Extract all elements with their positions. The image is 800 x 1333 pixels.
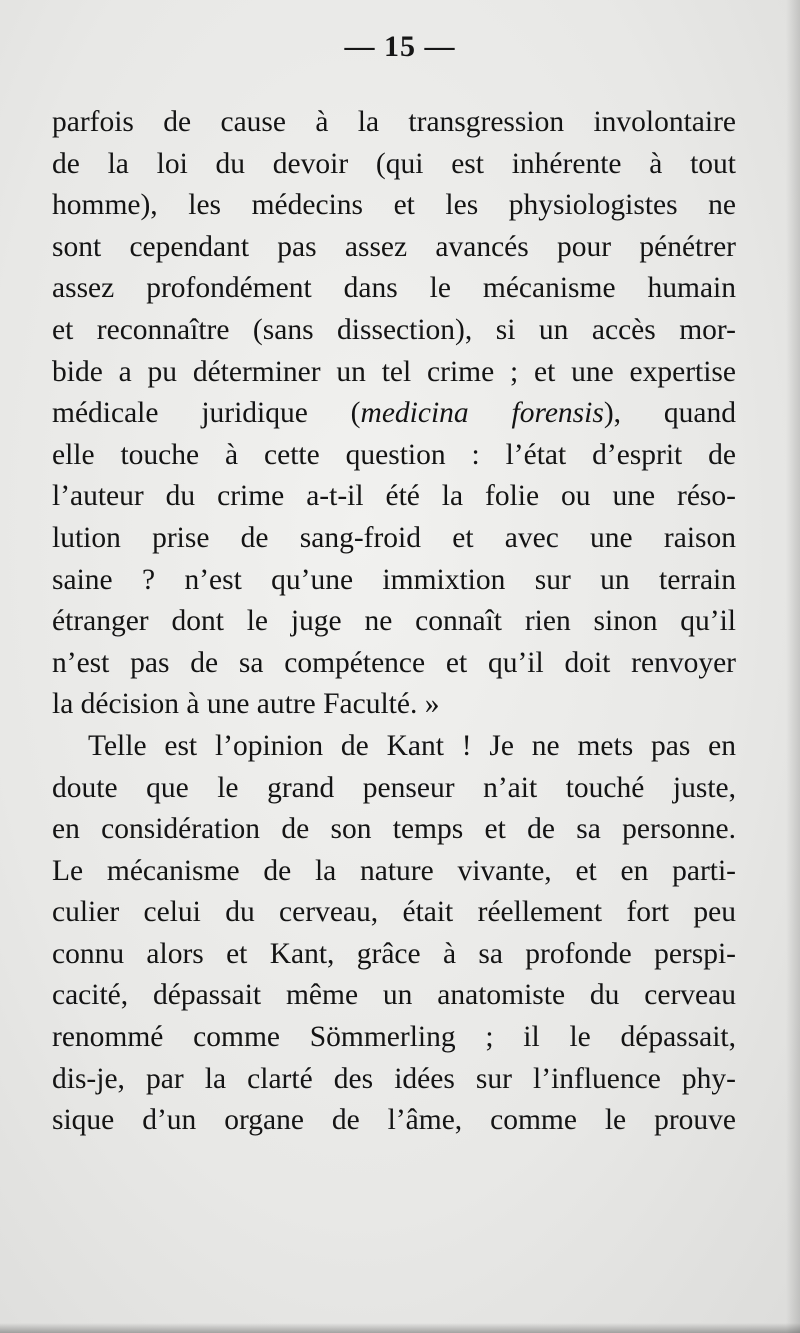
text-line: renommé comme Sömmerling ; il le dépassait, (52, 1021, 736, 1054)
text-line: parfois de cause à la transgression involontaire (52, 106, 736, 138)
text-line: et reconnaître (sans dissection), si un accès mor- (52, 313, 736, 346)
text-line: bide a pu déterminer un tel crime ; et une expertise (52, 355, 736, 388)
text-line: cacité, dépassait même un anatomiste du cerveau (52, 979, 736, 1012)
text-line: homme), les médecins et les physiologistes ne (52, 189, 736, 222)
text-line: étranger dont le juge ne connaît rien sinon qu’il (52, 605, 736, 638)
page-bottom-shadow (0, 1323, 800, 1333)
text-line-paragraph-start: Telle est l’opinion de Kant ! Je ne mets pas en (88, 729, 736, 762)
page-number: — 15 — (344, 30, 456, 63)
text-line: culier celui du cerveau, était réellement fort peu (52, 896, 736, 929)
text-line: doute que le grand penseur n’ait touché juste, (52, 771, 736, 804)
text-line: connu alors et Kant, grâce à sa profonde perspi- (52, 937, 736, 970)
page-edge-shadow (786, 0, 800, 1333)
text-line: Le mécanisme de la nature vivante, et en parti- (52, 854, 736, 887)
text-line: sique d’un organe de l’âme, comme le prouve (52, 1104, 736, 1137)
text-fragment: médicale juridique ( (52, 397, 361, 430)
text-line: dis-je, par la clarté des idées sur l’influence phy- (52, 1062, 736, 1095)
text-line: saine ? n’est qu’une immixtion sur un terrain (52, 563, 736, 596)
text-line: elle touche à cette question : l’état d’esprit de (52, 438, 736, 471)
text-fragment: ), quand (603, 397, 736, 430)
italic-latin-term: medicina forensis (360, 397, 604, 430)
text-line: l’auteur du crime a-t-il été la folie ou une réso- (52, 480, 736, 513)
text-line: de la loi du devoir (qui est inhérente à tout (52, 147, 736, 180)
body-text (52, 102, 736, 1142)
text-line-paragraph-end: la décision à une autre Faculté. » (52, 688, 440, 721)
text-line: sont cependant pas assez avancés pour pénétrer (52, 230, 736, 263)
text-line: assez profondément dans le mécanisme humain (52, 272, 736, 305)
text-line: en considération de son temps et de sa personne. (52, 813, 736, 846)
text-line: n’est pas de sa compétence et qu’il doit renvoyer (52, 646, 736, 679)
text-line-with-italic (52, 393, 736, 435)
text-line: lution prise de sang-froid et avec une raison (52, 521, 736, 554)
